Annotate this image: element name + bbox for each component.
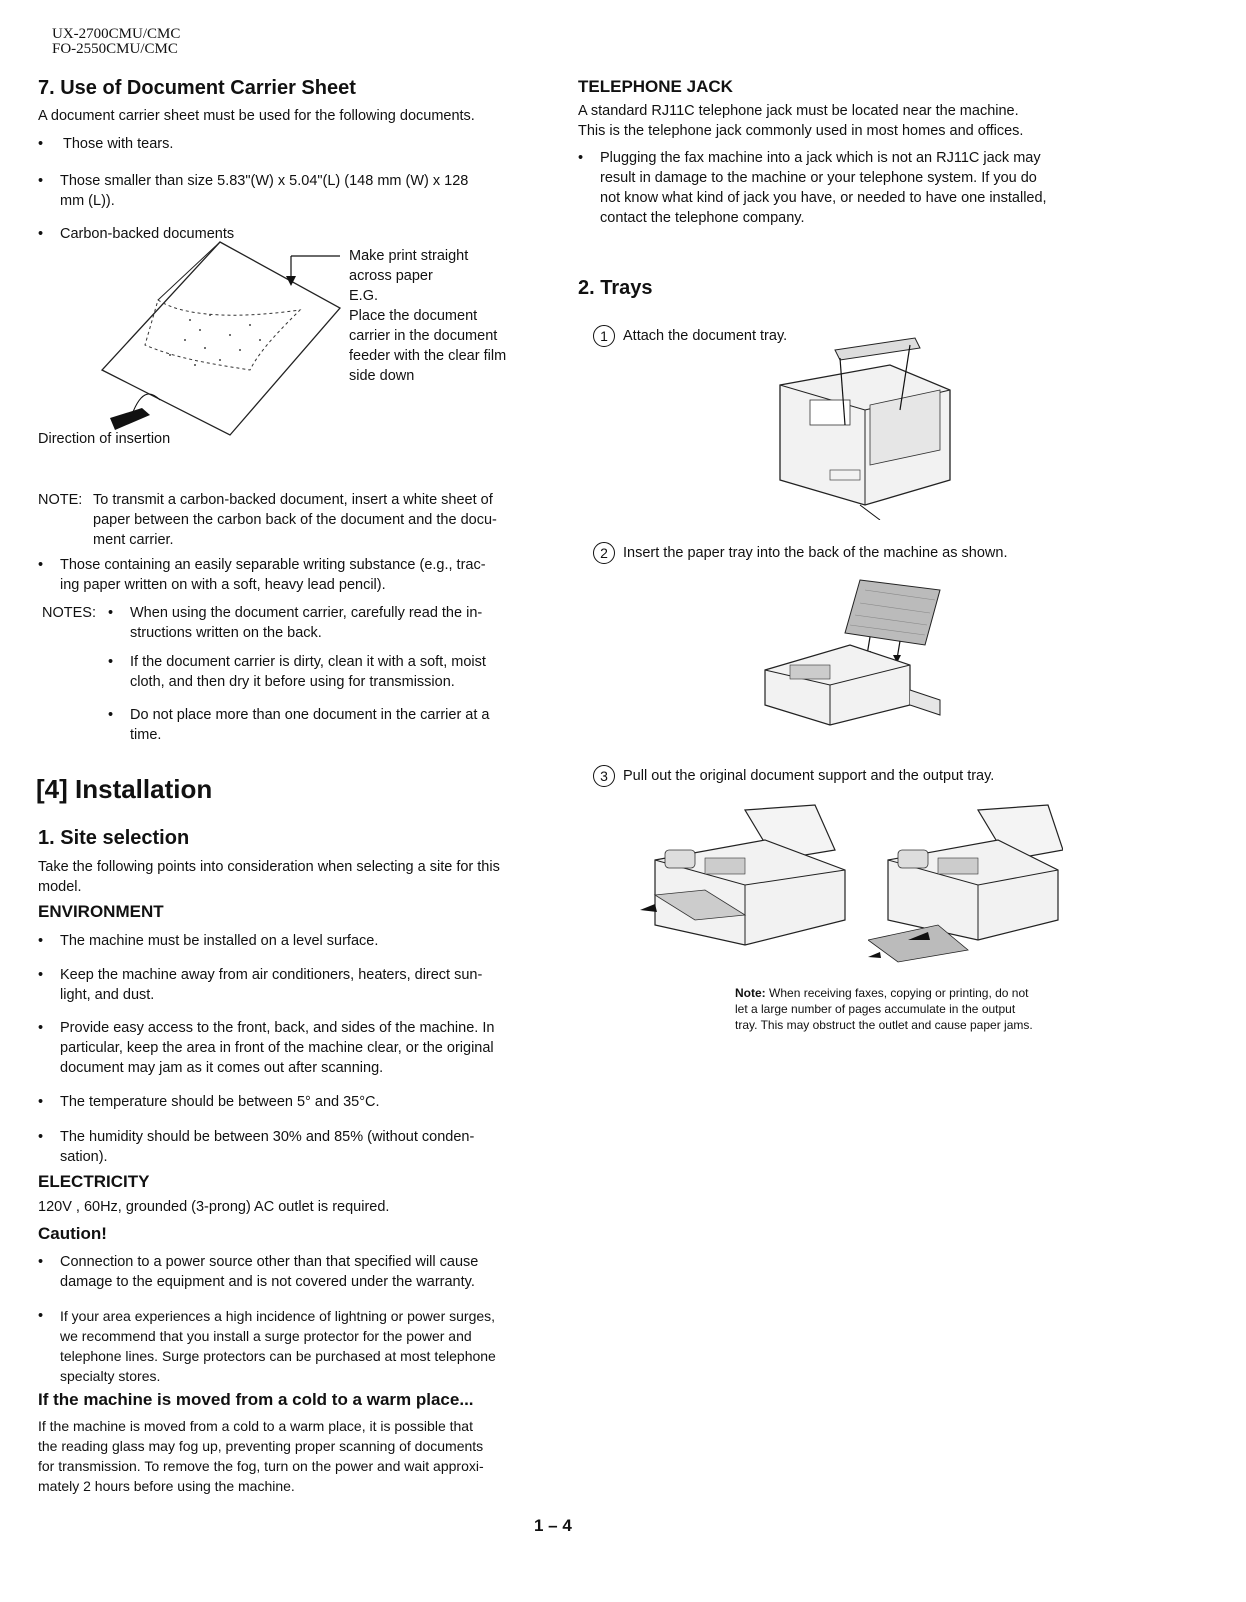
tray-step-2 [593, 542, 1007, 564]
document-tray-illustration [770, 330, 960, 520]
telephone-jack-title: TELEPHONE JACK [578, 77, 733, 96]
electricity-text: 120V , 60Hz, grounded (3-prong) AC outlet is required. [38, 1199, 390, 1215]
section-title: 7. Use of Document Carrier Sheet [38, 77, 356, 99]
list-item-continuation: mm (L)). [60, 193, 115, 209]
site-intro: Take the following points into consideration when selecting a site for this model. [38, 859, 500, 895]
cold-warm-title: If the machine is moved from a cold to a warm place... [38, 1390, 474, 1409]
output-tray-illustration-right [868, 800, 1063, 965]
step-number-badge: 2 [593, 542, 615, 564]
note-text [93, 490, 533, 550]
callout-line: Make print straight [349, 248, 469, 264]
callout-line: carrier in the document [349, 328, 498, 344]
electricity-title: ELECTRICITY [38, 1172, 150, 1191]
model-header-line1: UX-2700CMU/CMC [52, 26, 181, 42]
page-number: 1 – 4 [534, 1516, 572, 1535]
step-number-badge: 3 [593, 765, 615, 787]
step-text: Insert the paper tray into the back of the machine as shown. [623, 544, 1008, 561]
callout-line: feeder with the clear film [349, 348, 507, 364]
telephone-jack-text: A standard RJ11C telephone jack must be located near the machine. This is the telephone jack commonly used in most homes and offices. [578, 103, 1024, 139]
callout-line: E.G. [349, 288, 379, 304]
cold-warm-text: If the machine is moved from a cold to a warm place, it is possible that the reading glass may fog up, preventing proper scanning of documents for transmission. To remove the fog, turn on the power and wait approxi- mately 2 hours before using the machine. [38, 1418, 484, 1494]
output-tray-illustration-left [635, 800, 855, 960]
note-line: ment carrier. [93, 532, 174, 548]
paper-tray-illustration [760, 575, 950, 730]
note-label: Note: [735, 986, 766, 1000]
callout-line: side down [349, 368, 415, 384]
environment-title: ENVIRONMENT [38, 902, 164, 921]
step-text: Pull out the original document support and the output tray. [623, 767, 995, 784]
installation-title: [4] Installation [36, 774, 213, 804]
step-number-badge: 1 [593, 325, 615, 347]
callout-arrow [285, 250, 345, 290]
direction-label: Direction of insertion [38, 431, 171, 447]
caution-title: Caution! [38, 1224, 107, 1243]
trays-title: 2. Trays [578, 277, 653, 299]
callout-line: Place the document [349, 308, 478, 324]
note-line: To transmit a carbon-backed document, insert a white sheet of [93, 492, 493, 508]
step-text: Attach the document tray. [623, 327, 788, 344]
callout-line: across paper [349, 268, 433, 284]
site-selection-title: 1. Site selection [38, 827, 190, 849]
section-intro: A document carrier sheet must be used for the following documents. [38, 108, 475, 124]
note-line: paper between the carbon back of the document and the docu- [93, 512, 497, 528]
trays-note: Note: When receiving faxes, copying or printing, do not let a large number of pages accumulate in the output tray. This may obstruct the outlet and cause paper jams. [735, 986, 1033, 1032]
notes-label: NOTES: [42, 605, 96, 621]
tray-step-3 [593, 765, 994, 787]
tray-step-1 [593, 325, 787, 347]
model-header-line2: FO-2550CMU/CMC [52, 41, 178, 57]
note-label: NOTE: [38, 492, 83, 508]
carrier-callout [349, 246, 549, 386]
